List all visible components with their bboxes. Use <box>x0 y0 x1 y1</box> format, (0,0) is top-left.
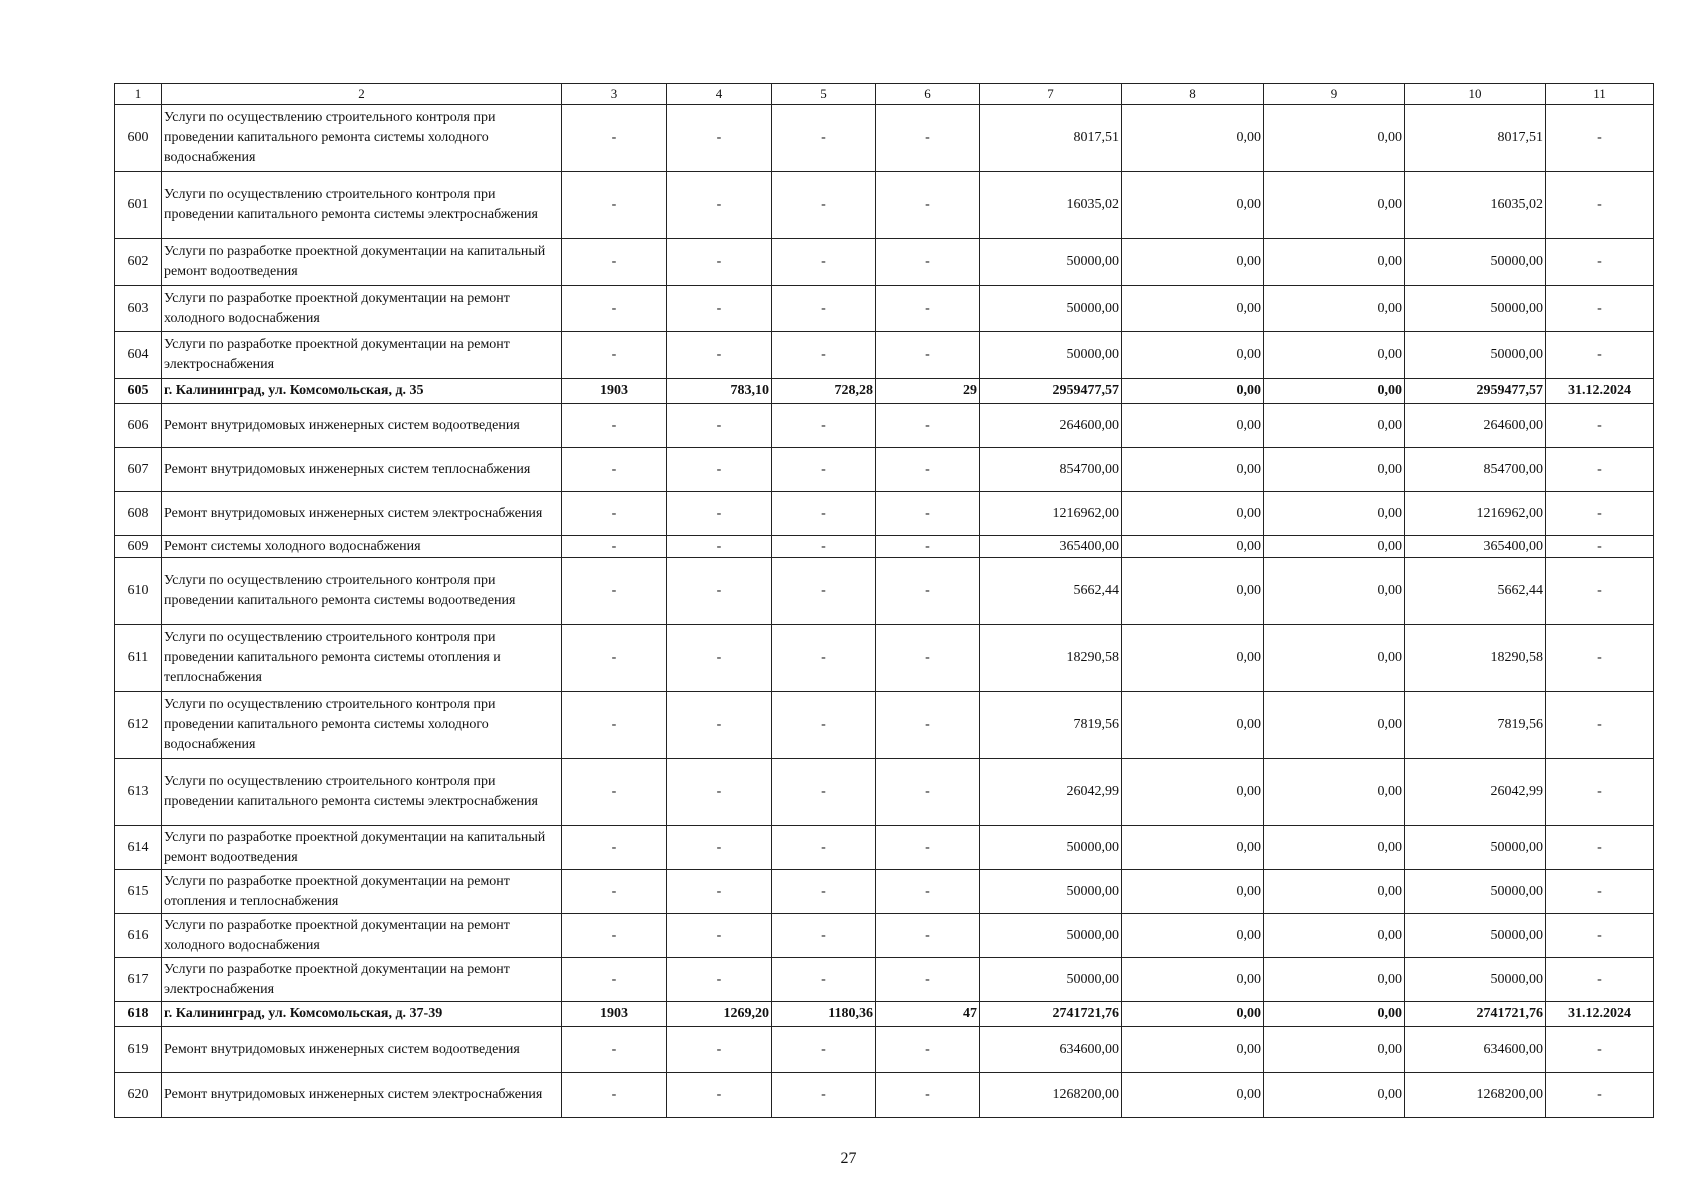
cell-c11: - <box>1546 870 1654 914</box>
column-number: 3 <box>562 84 667 105</box>
cell-c10: 8017,51 <box>1405 105 1546 172</box>
table-row <box>115 759 1654 826</box>
cell-c3: - <box>562 536 667 558</box>
cell-c3: - <box>562 914 667 958</box>
cell-c5: - <box>772 239 876 286</box>
cell-c3: - <box>562 558 667 625</box>
column-number: 1 <box>115 84 162 105</box>
cell-no: 604 <box>115 332 162 379</box>
cell-c3: - <box>562 826 667 870</box>
cell-c11: - <box>1546 558 1654 625</box>
cell-c6: - <box>876 448 980 492</box>
cell-c9: 0,00 <box>1264 958 1405 1002</box>
column-number: 4 <box>667 84 772 105</box>
cell-no: 620 <box>115 1073 162 1118</box>
cell-c7: 264600,00 <box>980 404 1122 448</box>
cell-c8: 0,00 <box>1122 105 1264 172</box>
cell-c4: - <box>667 536 772 558</box>
cell-c4: - <box>667 759 772 826</box>
cell-c7: 18290,58 <box>980 625 1122 692</box>
cell-c5: - <box>772 958 876 1002</box>
cell-c8: 0,00 <box>1122 826 1264 870</box>
cell-no: 615 <box>115 870 162 914</box>
cell-c5: - <box>772 286 876 332</box>
cell-c6: - <box>876 172 980 239</box>
cell-c3: - <box>562 448 667 492</box>
cell-no: 602 <box>115 239 162 286</box>
cell-c6: 29 <box>876 379 980 404</box>
cell-c4: - <box>667 286 772 332</box>
cell-desc: Услуги по разработке проектной документации на ремонт электроснабжения <box>162 332 562 379</box>
cell-no: 603 <box>115 286 162 332</box>
cell-c3: - <box>562 105 667 172</box>
cell-c5: - <box>772 1027 876 1073</box>
cell-c6: - <box>876 914 980 958</box>
cell-c10: 50000,00 <box>1405 286 1546 332</box>
cell-c11: - <box>1546 448 1654 492</box>
cell-c5: - <box>772 692 876 759</box>
cell-c7: 50000,00 <box>980 958 1122 1002</box>
cell-c6: - <box>876 759 980 826</box>
cell-c7: 8017,51 <box>980 105 1122 172</box>
cell-c10: 18290,58 <box>1405 625 1546 692</box>
cell-desc: Ремонт системы холодного водоснабжения <box>162 536 562 558</box>
cell-c6: - <box>876 492 980 536</box>
cell-c11: - <box>1546 826 1654 870</box>
cell-c8: 0,00 <box>1122 1002 1264 1027</box>
cell-no: 606 <box>115 404 162 448</box>
cell-c4: 783,10 <box>667 379 772 404</box>
cell-c7: 365400,00 <box>980 536 1122 558</box>
cell-c9: 0,00 <box>1264 1073 1405 1118</box>
cell-desc: Услуги по осуществлению строительного контроля при проведении капитального ремонта системы водоотведения <box>162 558 562 625</box>
cell-no: 611 <box>115 625 162 692</box>
cell-c8: 0,00 <box>1122 332 1264 379</box>
cell-c3: 1903 <box>562 1002 667 1027</box>
cell-c10: 50000,00 <box>1405 826 1546 870</box>
cell-c8: 0,00 <box>1122 625 1264 692</box>
cell-c6: - <box>876 692 980 759</box>
cell-c4: 1269,20 <box>667 1002 772 1027</box>
cell-c4: - <box>667 239 772 286</box>
cell-no: 617 <box>115 958 162 1002</box>
cell-c7: 634600,00 <box>980 1027 1122 1073</box>
column-number: 7 <box>980 84 1122 105</box>
cell-c8: 0,00 <box>1122 1073 1264 1118</box>
cell-c3: - <box>562 1073 667 1118</box>
cell-desc: Услуги по разработке проектной документации на ремонт холодного водоснабжения <box>162 286 562 332</box>
cell-c4: - <box>667 492 772 536</box>
cell-c7: 50000,00 <box>980 914 1122 958</box>
column-number: 10 <box>1405 84 1546 105</box>
cell-c11: - <box>1546 759 1654 826</box>
cell-no: 609 <box>115 536 162 558</box>
cell-desc: Услуги по осуществлению строительного контроля при проведении капитального ремонта системы электроснабжения <box>162 759 562 826</box>
table-row <box>115 558 1654 625</box>
cell-c7: 50000,00 <box>980 826 1122 870</box>
cell-no: 610 <box>115 558 162 625</box>
cell-c4: - <box>667 625 772 692</box>
cell-c5: - <box>772 172 876 239</box>
cell-c9: 0,00 <box>1264 105 1405 172</box>
cell-c4: - <box>667 105 772 172</box>
cell-c8: 0,00 <box>1122 870 1264 914</box>
cell-c11: - <box>1546 105 1654 172</box>
cell-desc: Услуги по разработке проектной документации на ремонт холодного водоснабжения <box>162 914 562 958</box>
column-number-header <box>115 84 1654 105</box>
table-row <box>115 286 1654 332</box>
cell-c5: - <box>772 105 876 172</box>
table-row <box>115 1073 1654 1118</box>
cell-c9: 0,00 <box>1264 379 1405 404</box>
cell-c5: - <box>772 625 876 692</box>
cell-c3: 1903 <box>562 379 667 404</box>
cell-c10: 50000,00 <box>1405 239 1546 286</box>
cell-c9: 0,00 <box>1264 1027 1405 1073</box>
cell-c6: - <box>876 826 980 870</box>
cell-c4: - <box>667 332 772 379</box>
cell-c8: 0,00 <box>1122 1027 1264 1073</box>
cell-c7: 16035,02 <box>980 172 1122 239</box>
cell-c10: 50000,00 <box>1405 958 1546 1002</box>
cell-c8: 0,00 <box>1122 692 1264 759</box>
cell-desc: Ремонт внутридомовых инженерных систем электроснабжения <box>162 492 562 536</box>
cell-c11: - <box>1546 404 1654 448</box>
table-row <box>115 870 1654 914</box>
table-row <box>115 105 1654 172</box>
cell-c8: 0,00 <box>1122 448 1264 492</box>
cell-c10: 264600,00 <box>1405 404 1546 448</box>
cell-no: 616 <box>115 914 162 958</box>
cell-c10: 50000,00 <box>1405 332 1546 379</box>
page-number: 27 <box>840 1150 857 1167</box>
cell-c10: 16035,02 <box>1405 172 1546 239</box>
cell-no: 619 <box>115 1027 162 1073</box>
cell-c4: - <box>667 870 772 914</box>
cell-c10: 5662,44 <box>1405 558 1546 625</box>
cell-c5: - <box>772 404 876 448</box>
cell-c5: - <box>772 1073 876 1118</box>
cell-no: 612 <box>115 692 162 759</box>
cell-c7: 50000,00 <box>980 239 1122 286</box>
cell-c10: 50000,00 <box>1405 870 1546 914</box>
cell-c11: - <box>1546 172 1654 239</box>
cell-c8: 0,00 <box>1122 404 1264 448</box>
table-row <box>115 239 1654 286</box>
cell-desc: Услуги по осуществлению строительного контроля при проведении капитального ремонта системы холодного водоснабжения <box>162 105 562 172</box>
cell-c4: - <box>667 1073 772 1118</box>
cell-c11: - <box>1546 1027 1654 1073</box>
cell-c9: 0,00 <box>1264 239 1405 286</box>
cell-c3: - <box>562 492 667 536</box>
column-number: 9 <box>1264 84 1405 105</box>
cell-c8: 0,00 <box>1122 536 1264 558</box>
table-row <box>115 1027 1654 1073</box>
cell-c11: - <box>1546 958 1654 1002</box>
cell-c6: - <box>876 1073 980 1118</box>
cell-c7: 5662,44 <box>980 558 1122 625</box>
cell-c8: 0,00 <box>1122 558 1264 625</box>
cell-c6: - <box>876 558 980 625</box>
cell-c6: - <box>876 870 980 914</box>
cell-c7: 7819,56 <box>980 692 1122 759</box>
cell-no: 618 <box>115 1002 162 1027</box>
cell-desc: Услуги по осуществлению строительного контроля при проведении капитального ремонта системы электроснабжения <box>162 172 562 239</box>
cell-c5: 1180,36 <box>772 1002 876 1027</box>
cell-c11: - <box>1546 239 1654 286</box>
cell-c5: - <box>772 558 876 625</box>
cell-c5: - <box>772 332 876 379</box>
cell-desc: Ремонт внутридомовых инженерных систем теплоснабжения <box>162 448 562 492</box>
cell-c9: 0,00 <box>1264 692 1405 759</box>
cell-c11: - <box>1546 692 1654 759</box>
cell-c6: - <box>876 332 980 379</box>
cell-desc: Ремонт внутридомовых инженерных систем водоотведения <box>162 1027 562 1073</box>
cell-c3: - <box>562 1027 667 1073</box>
cell-c4: - <box>667 1027 772 1073</box>
cell-c3: - <box>562 404 667 448</box>
cell-desc: г. Калининград, ул. Комсомольская, д. 37-39 <box>162 1002 562 1027</box>
cell-c10: 7819,56 <box>1405 692 1546 759</box>
cell-c6: - <box>876 536 980 558</box>
cell-c4: - <box>667 692 772 759</box>
cell-c9: 0,00 <box>1264 558 1405 625</box>
cell-desc: Ремонт внутридомовых инженерных систем водоотведения <box>162 404 562 448</box>
cell-c6: - <box>876 404 980 448</box>
cell-c9: 0,00 <box>1264 826 1405 870</box>
cell-no: 613 <box>115 759 162 826</box>
cell-c4: - <box>667 914 772 958</box>
cell-c10: 854700,00 <box>1405 448 1546 492</box>
cell-c3: - <box>562 172 667 239</box>
column-number: 2 <box>162 84 562 105</box>
cell-c8: 0,00 <box>1122 172 1264 239</box>
cell-c7: 50000,00 <box>980 332 1122 379</box>
cell-c11: - <box>1546 625 1654 692</box>
cell-no: 607 <box>115 448 162 492</box>
cell-c6: 47 <box>876 1002 980 1027</box>
cell-c9: 0,00 <box>1264 332 1405 379</box>
cell-c11: 31.12.2024 <box>1546 379 1654 404</box>
cell-c7: 1268200,00 <box>980 1073 1122 1118</box>
cell-c9: 0,00 <box>1264 492 1405 536</box>
cell-c5: - <box>772 870 876 914</box>
cell-c9: 0,00 <box>1264 536 1405 558</box>
cell-c6: - <box>876 958 980 1002</box>
cell-c5: - <box>772 826 876 870</box>
table-row <box>115 536 1654 558</box>
cell-c7: 854700,00 <box>980 448 1122 492</box>
cell-c11: - <box>1546 1073 1654 1118</box>
table-row <box>115 492 1654 536</box>
cell-c9: 0,00 <box>1264 870 1405 914</box>
cell-c10: 1216962,00 <box>1405 492 1546 536</box>
cell-c11: - <box>1546 536 1654 558</box>
cell-c5: - <box>772 492 876 536</box>
cell-c4: - <box>667 826 772 870</box>
cell-c9: 0,00 <box>1264 1002 1405 1027</box>
table-row <box>115 448 1654 492</box>
cell-c6: - <box>876 625 980 692</box>
column-number: 5 <box>772 84 876 105</box>
cell-no: 614 <box>115 826 162 870</box>
cell-c3: - <box>562 870 667 914</box>
table-row <box>115 332 1654 379</box>
cell-c7: 2741721,76 <box>980 1002 1122 1027</box>
cell-desc: Услуги по разработке проектной документации на ремонт электроснабжения <box>162 958 562 1002</box>
cell-c10: 26042,99 <box>1405 759 1546 826</box>
cell-c3: - <box>562 332 667 379</box>
table-row <box>115 172 1654 239</box>
cell-c4: - <box>667 448 772 492</box>
cell-c10: 634600,00 <box>1405 1027 1546 1073</box>
cell-c8: 0,00 <box>1122 759 1264 826</box>
cell-no: 605 <box>115 379 162 404</box>
cell-c6: - <box>876 286 980 332</box>
table-row <box>115 625 1654 692</box>
table-row <box>115 692 1654 759</box>
cell-c11: - <box>1546 492 1654 536</box>
cell-c6: - <box>876 105 980 172</box>
cell-c9: 0,00 <box>1264 448 1405 492</box>
document-table-container <box>114 83 1653 1118</box>
cell-c7: 1216962,00 <box>980 492 1122 536</box>
cell-c5: 728,28 <box>772 379 876 404</box>
cell-c11: - <box>1546 332 1654 379</box>
address-row <box>115 379 1654 404</box>
capital-repair-table <box>114 83 1654 1118</box>
cell-c7: 50000,00 <box>980 870 1122 914</box>
cell-desc: Услуги по разработке проектной документации на ремонт отопления и теплоснабжения <box>162 870 562 914</box>
cell-c11: - <box>1546 286 1654 332</box>
cell-desc: Услуги по разработке проектной документации на капитальный ремонт водоотведения <box>162 826 562 870</box>
cell-c9: 0,00 <box>1264 625 1405 692</box>
cell-c7: 2959477,57 <box>980 379 1122 404</box>
column-number: 8 <box>1122 84 1264 105</box>
cell-c5: - <box>772 914 876 958</box>
cell-desc: Услуги по разработке проектной документации на капитальный ремонт водоотведения <box>162 239 562 286</box>
cell-c4: - <box>667 958 772 1002</box>
cell-desc: г. Калининград, ул. Комсомольская, д. 35 <box>162 379 562 404</box>
cell-c9: 0,00 <box>1264 404 1405 448</box>
cell-desc: Ремонт внутридомовых инженерных систем электроснабжения <box>162 1073 562 1118</box>
address-row <box>115 1002 1654 1027</box>
cell-c8: 0,00 <box>1122 239 1264 286</box>
table-row <box>115 404 1654 448</box>
cell-c9: 0,00 <box>1264 759 1405 826</box>
column-number: 6 <box>876 84 980 105</box>
cell-c10: 365400,00 <box>1405 536 1546 558</box>
cell-desc: Услуги по осуществлению строительного контроля при проведении капитального ремонта системы холодного водоснабжения <box>162 692 562 759</box>
cell-c3: - <box>562 239 667 286</box>
table-row <box>115 826 1654 870</box>
cell-c3: - <box>562 692 667 759</box>
cell-c4: - <box>667 172 772 239</box>
cell-c10: 50000,00 <box>1405 914 1546 958</box>
cell-c7: 50000,00 <box>980 286 1122 332</box>
cell-c10: 2959477,57 <box>1405 379 1546 404</box>
cell-c8: 0,00 <box>1122 379 1264 404</box>
cell-c3: - <box>562 625 667 692</box>
cell-c3: - <box>562 759 667 826</box>
cell-c5: - <box>772 536 876 558</box>
cell-c10: 2741721,76 <box>1405 1002 1546 1027</box>
cell-c5: - <box>772 448 876 492</box>
cell-c7: 26042,99 <box>980 759 1122 826</box>
cell-no: 600 <box>115 105 162 172</box>
cell-c8: 0,00 <box>1122 492 1264 536</box>
cell-c9: 0,00 <box>1264 172 1405 239</box>
cell-c11: 31.12.2024 <box>1546 1002 1654 1027</box>
cell-c3: - <box>562 958 667 1002</box>
cell-c11: - <box>1546 914 1654 958</box>
cell-c4: - <box>667 404 772 448</box>
cell-c3: - <box>562 286 667 332</box>
column-number: 11 <box>1546 84 1654 105</box>
cell-c8: 0,00 <box>1122 914 1264 958</box>
cell-c6: - <box>876 1027 980 1073</box>
cell-c9: 0,00 <box>1264 286 1405 332</box>
table-row <box>115 958 1654 1002</box>
cell-c6: - <box>876 239 980 286</box>
cell-c8: 0,00 <box>1122 958 1264 1002</box>
cell-no: 601 <box>115 172 162 239</box>
cell-desc: Услуги по осуществлению строительного контроля при проведении капитального ремонта системы отопления и теплоснабжения <box>162 625 562 692</box>
cell-c8: 0,00 <box>1122 286 1264 332</box>
cell-c5: - <box>772 759 876 826</box>
cell-c10: 1268200,00 <box>1405 1073 1546 1118</box>
cell-c4: - <box>667 558 772 625</box>
cell-no: 608 <box>115 492 162 536</box>
table-row <box>115 914 1654 958</box>
cell-c9: 0,00 <box>1264 914 1405 958</box>
